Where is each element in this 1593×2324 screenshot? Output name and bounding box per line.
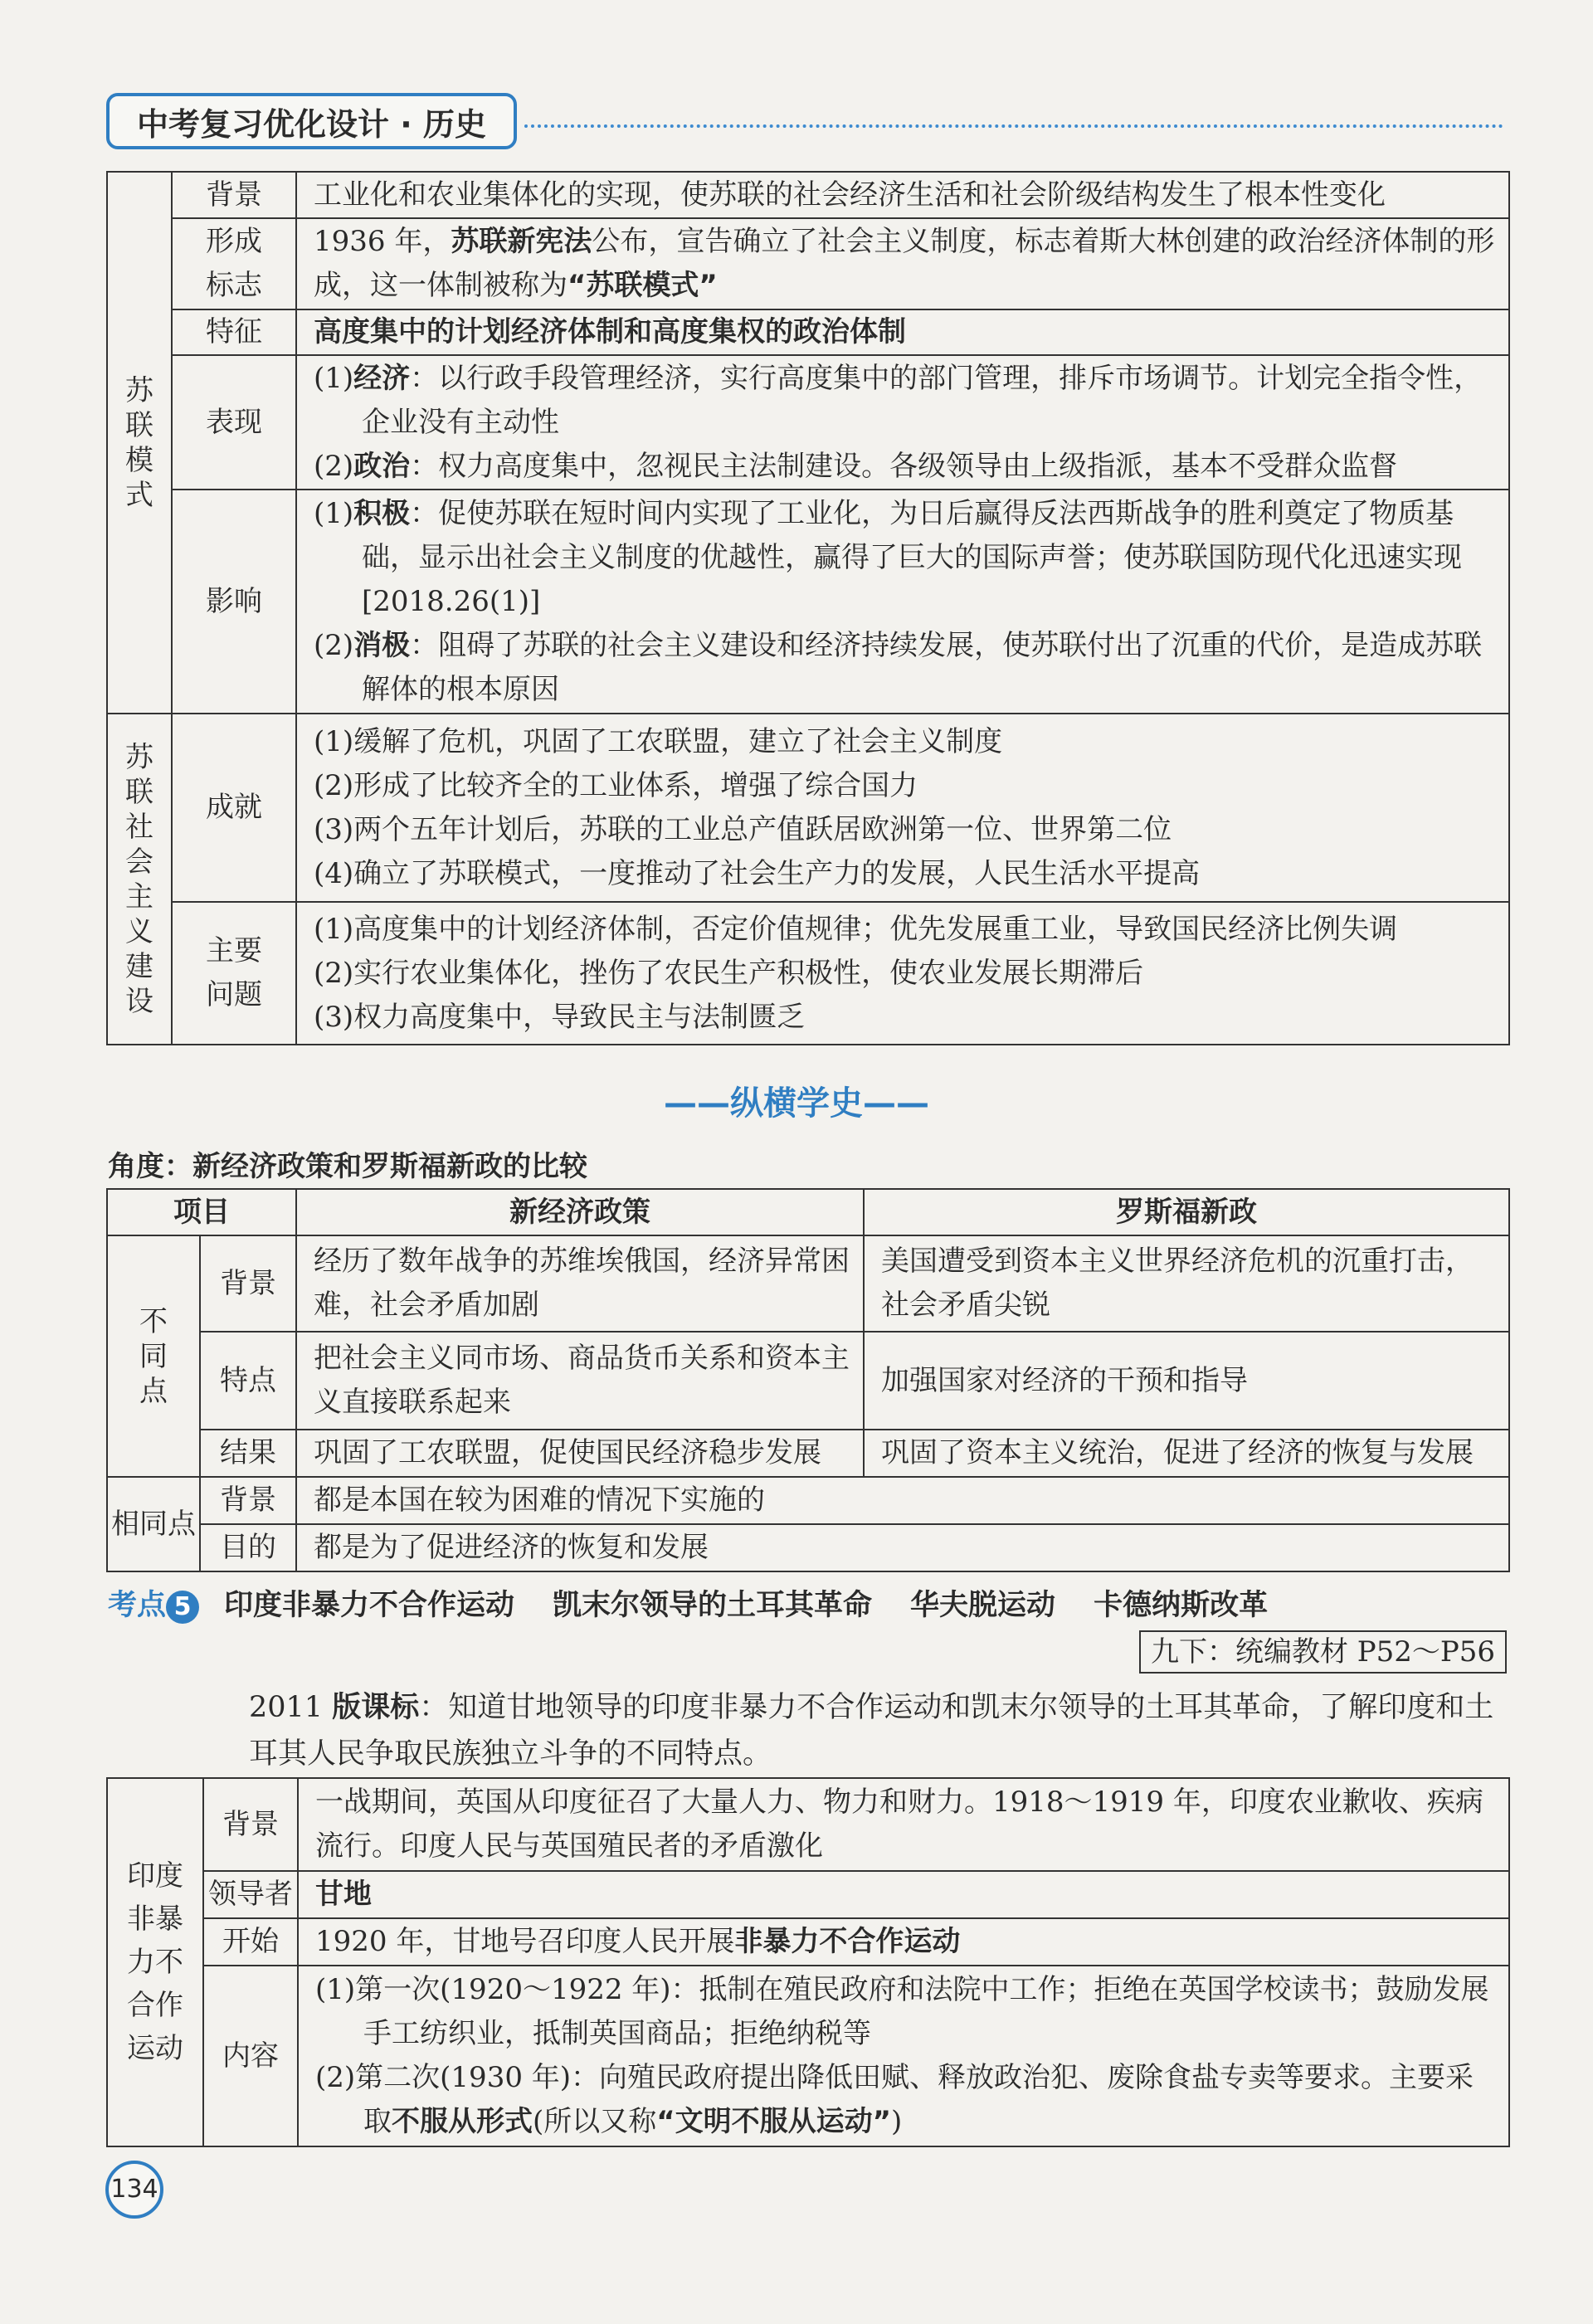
row-text-achievement: (1)缓解了危机，巩固了工农联盟，建立了社会主义制度 (2)形成了比较齐全的工业体系，增强了综合国力 (3)两个五年计划后，苏联的工业总产值跃居欧洲第一位、世界第二位 (4)确立了苏联模式，一度推动了社会生产力的发展，人民生活水平提高 (296, 714, 1509, 902)
india-table (106, 1777, 1510, 2147)
row-text-background: 工业化和农业集体化的实现，使苏联的社会经济生活和社会阶级结构发生了根本性变化 (296, 172, 1509, 218)
group-label-soviet-model: 苏联模式 (107, 172, 172, 714)
row-text-leader: 甘地 (298, 1871, 1509, 1918)
row-label-manifestation: 表现 (172, 355, 296, 490)
header-title: 中考复习优化设计 · 历史 (106, 93, 517, 149)
row-text-problems: (1)高度集中的计划经济体制，否定价值规律；优先发展重工业，导致国民经济比例失调 (2)实行农业集体化，挫伤了农民生产积极性，使农业发展长期滞后 (3)权力高度集中，导致民主与法制匮乏 (296, 902, 1509, 1045)
group-label-soviet-construction: 苏联社会主义建设 (107, 714, 172, 1045)
row-label-content: 内容 (203, 1966, 298, 2146)
row-label-feature: 特征 (172, 309, 296, 355)
col-header-new-deal: 罗斯福新政 (864, 1189, 1509, 1235)
textbook-reference: 九下：统编教材 P52～P56 (1139, 1630, 1507, 1674)
same-label: 背景 (200, 1477, 296, 1524)
kaodian-topic: 印度非暴力不合作运动 (224, 1589, 515, 1622)
row-label-background: 背景 (203, 1778, 298, 1871)
diff-nep: 巩固了工农联盟，促使国民经济稳步发展 (296, 1430, 864, 1477)
row-label-achievement: 成就 (172, 714, 296, 902)
row-label-impact: 影响 (172, 490, 296, 714)
kaodian-topic: 卡德纳斯改革 (1094, 1589, 1269, 1622)
group-label-india: 印度非暴力不合作运动 (107, 1778, 203, 2146)
curriculum-standard: 2011 版课标：知道甘地领导的印度非暴力不合作运动和凯末尔领导的土耳其革命，了解印度和土耳其人民争取民族独立斗争的不同特点。 (249, 1691, 1494, 1771)
header-dotted-rule (524, 124, 1503, 128)
row-text-manifestation: (1)经济：以行政手段管理经济，实行高度集中的部门管理，排斥市场调节。计划完全指令性，企业没有主动性 (2)政治：权力高度集中，忽视民主法制建设。各级领导由上级指派，基本不受群众监督 (296, 355, 1509, 490)
kaodian-topic: 华夫脱运动 (910, 1589, 1056, 1622)
page-number: 134 (105, 2161, 163, 2219)
row-text-impact: (1)积极：促使苏联在短时间内实现了工业化，为日后赢得反法西斯战争的胜利奠定了物质基础，显示出社会主义制度的优越性，赢得了巨大的国际声誉；使苏联国防现代化迅速实现[2018.26(1)] (2)消极：阻碍了苏联的社会主义建设和经济持续发展，使苏联付出了沉重的代价，是造成苏联解体的根本原因 (296, 490, 1509, 714)
same-text: 都是本国在较为困难的情况下实施的 (296, 1477, 1509, 1524)
kaodian-heading (108, 1582, 1306, 1624)
comparison-table (106, 1188, 1510, 1572)
kaodian-topic: 凯末尔领导的土耳其革命 (553, 1589, 873, 1622)
comparison-angle: 角度：新经济政策和罗斯福新政的比较 (108, 1150, 587, 1183)
row-text-content: (1)第一次(1920～1922 年)：抵制在殖民政府和法院中工作；拒绝在英国学校读书；鼓励发展手工纺织业，抵制英国商品；拒绝纳税等 (2)第二次(1930 年)：向殖民政府提出降低田赋、释放政治犯、废除食盐专卖等要求。主要采取不服从形式(所以又称“文明不服从运动”) (298, 1966, 1509, 2146)
soviet-table (106, 171, 1510, 1045)
kaodian-number: 5 (166, 1591, 199, 1624)
same-text: 都是为了促进经济的恢复和发展 (296, 1524, 1509, 1571)
diff-nep: 把社会主义同市场、商品货币关系和资本主义直接联系起来 (296, 1332, 864, 1430)
row-text-formation: 1936 年，苏联新宪法公布，宣告确立了社会主义制度，标志着斯大林创建的政治经济体制的形成，这一体制被称为“苏联模式” (296, 218, 1509, 309)
diff-new-deal: 美国遭受到资本主义世界经济危机的沉重打击，社会矛盾尖锐 (864, 1235, 1509, 1332)
same-label: 目的 (200, 1524, 296, 1571)
row-label-formation: 形成标志 (172, 218, 296, 309)
diff-nep: 经历了数年战争的苏维埃俄国，经济异常困难，社会矛盾加剧 (296, 1235, 864, 1332)
section-title: ——纵横学史—— (664, 1084, 929, 1123)
group-label-similarities: 相同点 (107, 1477, 200, 1571)
row-label-start: 开始 (203, 1918, 298, 1966)
diff-new-deal: 巩固了资本主义统治，促进了经济的恢复与发展 (864, 1430, 1509, 1477)
row-label-leader: 领导者 (203, 1871, 298, 1918)
kaodian-tag: 考点 (108, 1589, 167, 1622)
diff-new-deal: 加强国家对经济的干预和指导 (864, 1332, 1509, 1430)
row-text-start: 1920 年，甘地号召印度人民开展非暴力不合作运动 (298, 1918, 1509, 1966)
diff-label: 特点 (200, 1332, 296, 1430)
col-header-item: 项目 (107, 1189, 296, 1235)
group-label-differences: 不同点 (107, 1235, 200, 1477)
row-text-feature: 高度集中的计划经济体制和高度集权的政治体制 (296, 309, 1509, 355)
row-label-problems: 主要问题 (172, 902, 296, 1045)
diff-label: 结果 (200, 1430, 296, 1477)
diff-label: 背景 (200, 1235, 296, 1332)
row-text-background: 一战期间，英国从印度征召了大量人力、物力和财力。1918～1919 年，印度农业歉收、疾病流行。印度人民与英国殖民者的矛盾激化 (298, 1778, 1509, 1871)
col-header-nep: 新经济政策 (296, 1189, 864, 1235)
row-label-background: 背景 (172, 172, 296, 218)
